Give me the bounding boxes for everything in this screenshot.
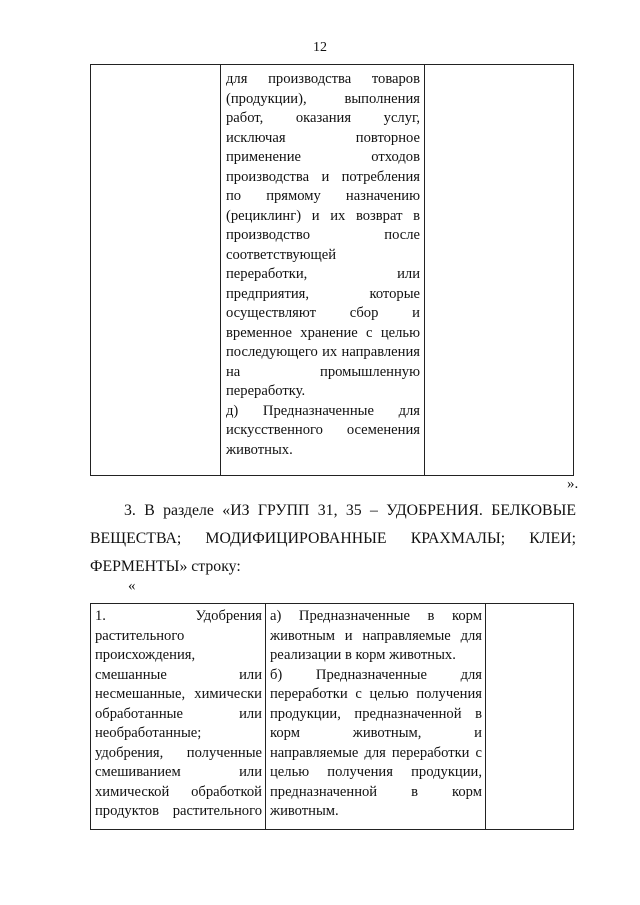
cell-line: продуктов растительного xyxy=(95,803,262,819)
cell-line: исключая повторное xyxy=(226,129,420,146)
cell-line: (продукции), выполнения xyxy=(226,90,420,107)
table-cell-product xyxy=(91,604,266,830)
cell-line: животным и направляемые для xyxy=(270,627,482,644)
table-cell-empty xyxy=(91,65,221,476)
cell-line: смешанные или xyxy=(95,666,262,683)
cell-line: (рециклинг) и их возврат в xyxy=(226,207,420,224)
cell-line: работ, оказания услуг, xyxy=(226,110,420,126)
cell-line: корм животным, и xyxy=(270,725,482,741)
cell-line: для производства товаров xyxy=(226,71,420,87)
cell-line: продукции, предназначенной в xyxy=(270,705,482,722)
cell-line: предназначенной в корм xyxy=(270,783,482,800)
cell-line: животным. xyxy=(270,803,339,819)
table-cell-purpose xyxy=(266,604,486,830)
cell-line: химической обработкой xyxy=(95,783,262,800)
cell-text xyxy=(221,65,424,460)
cell-line: применение отходов xyxy=(226,149,420,165)
cell-line: переработки, или xyxy=(226,266,420,282)
cell-line: направляемые для переработки с xyxy=(270,744,482,761)
cell-line: осуществляют сбор и xyxy=(226,305,420,321)
table-cell-empty xyxy=(425,65,574,476)
table-row xyxy=(91,604,574,830)
fertilizer-table xyxy=(90,603,574,830)
cell-line: удобрения, полученные xyxy=(95,744,262,761)
cell-line: а) Предназначенные в корм xyxy=(270,608,482,624)
table-row xyxy=(91,65,574,476)
paragraph-line: ФЕРМЕНТЫ» строку: xyxy=(90,558,241,575)
cell-line: переработку. xyxy=(226,383,306,399)
cell-text xyxy=(91,604,265,822)
closing-quote: ». xyxy=(567,476,579,492)
cell-line: смешиванием или xyxy=(95,764,262,780)
cell-line: обработанные или xyxy=(95,705,262,722)
cell-line: производства и потребления xyxy=(226,168,420,185)
cell-line: растительного xyxy=(95,627,185,644)
opening-quote: « xyxy=(128,578,136,594)
cell-line: переработки с целью получения xyxy=(270,686,482,702)
cell-line: целью получения продукции, xyxy=(270,764,482,780)
cell-line: реализации в корм животных. xyxy=(270,647,456,663)
cell-text xyxy=(266,604,485,822)
page-number: 12 xyxy=(313,40,327,55)
cell-line: б) Предназначенные для xyxy=(270,666,482,683)
cell-line: предприятия, которые xyxy=(226,285,420,302)
table-cell-empty xyxy=(486,604,574,830)
cell-line: д) Предназначенные для xyxy=(226,402,420,419)
paragraph-line: 3. В разделе «ИЗ ГРУПП 31, 35 – УДОБРЕНИЯ. БЕЛКОВЫЕ xyxy=(124,502,576,519)
cell-line: последующего их направления xyxy=(226,344,420,360)
cell-line: по прямому назначению xyxy=(226,188,420,204)
cell-line: соответствующей xyxy=(226,246,337,263)
cell-line: на промышленную xyxy=(226,363,420,380)
cell-line: искусственного осеменения xyxy=(226,422,420,438)
cell-line: производство после xyxy=(226,227,420,243)
table-cell-description xyxy=(221,65,425,476)
cell-line: временное хранение с целью xyxy=(226,324,420,341)
continued-table xyxy=(90,64,574,476)
cell-line: животных. xyxy=(226,441,293,458)
cell-line: необработанные; xyxy=(95,725,202,741)
paragraph-line: ВЕЩЕСТВА; МОДИФИЦИРОВАННЫЕ КРАХМАЛЫ; КЛЕИ; xyxy=(90,530,576,547)
amendment-paragraph xyxy=(90,497,576,581)
cell-line: несмешанные, химически xyxy=(95,686,262,702)
cell-line: 1. Удобрения xyxy=(95,608,262,624)
cell-line: происхождения, xyxy=(95,647,196,663)
